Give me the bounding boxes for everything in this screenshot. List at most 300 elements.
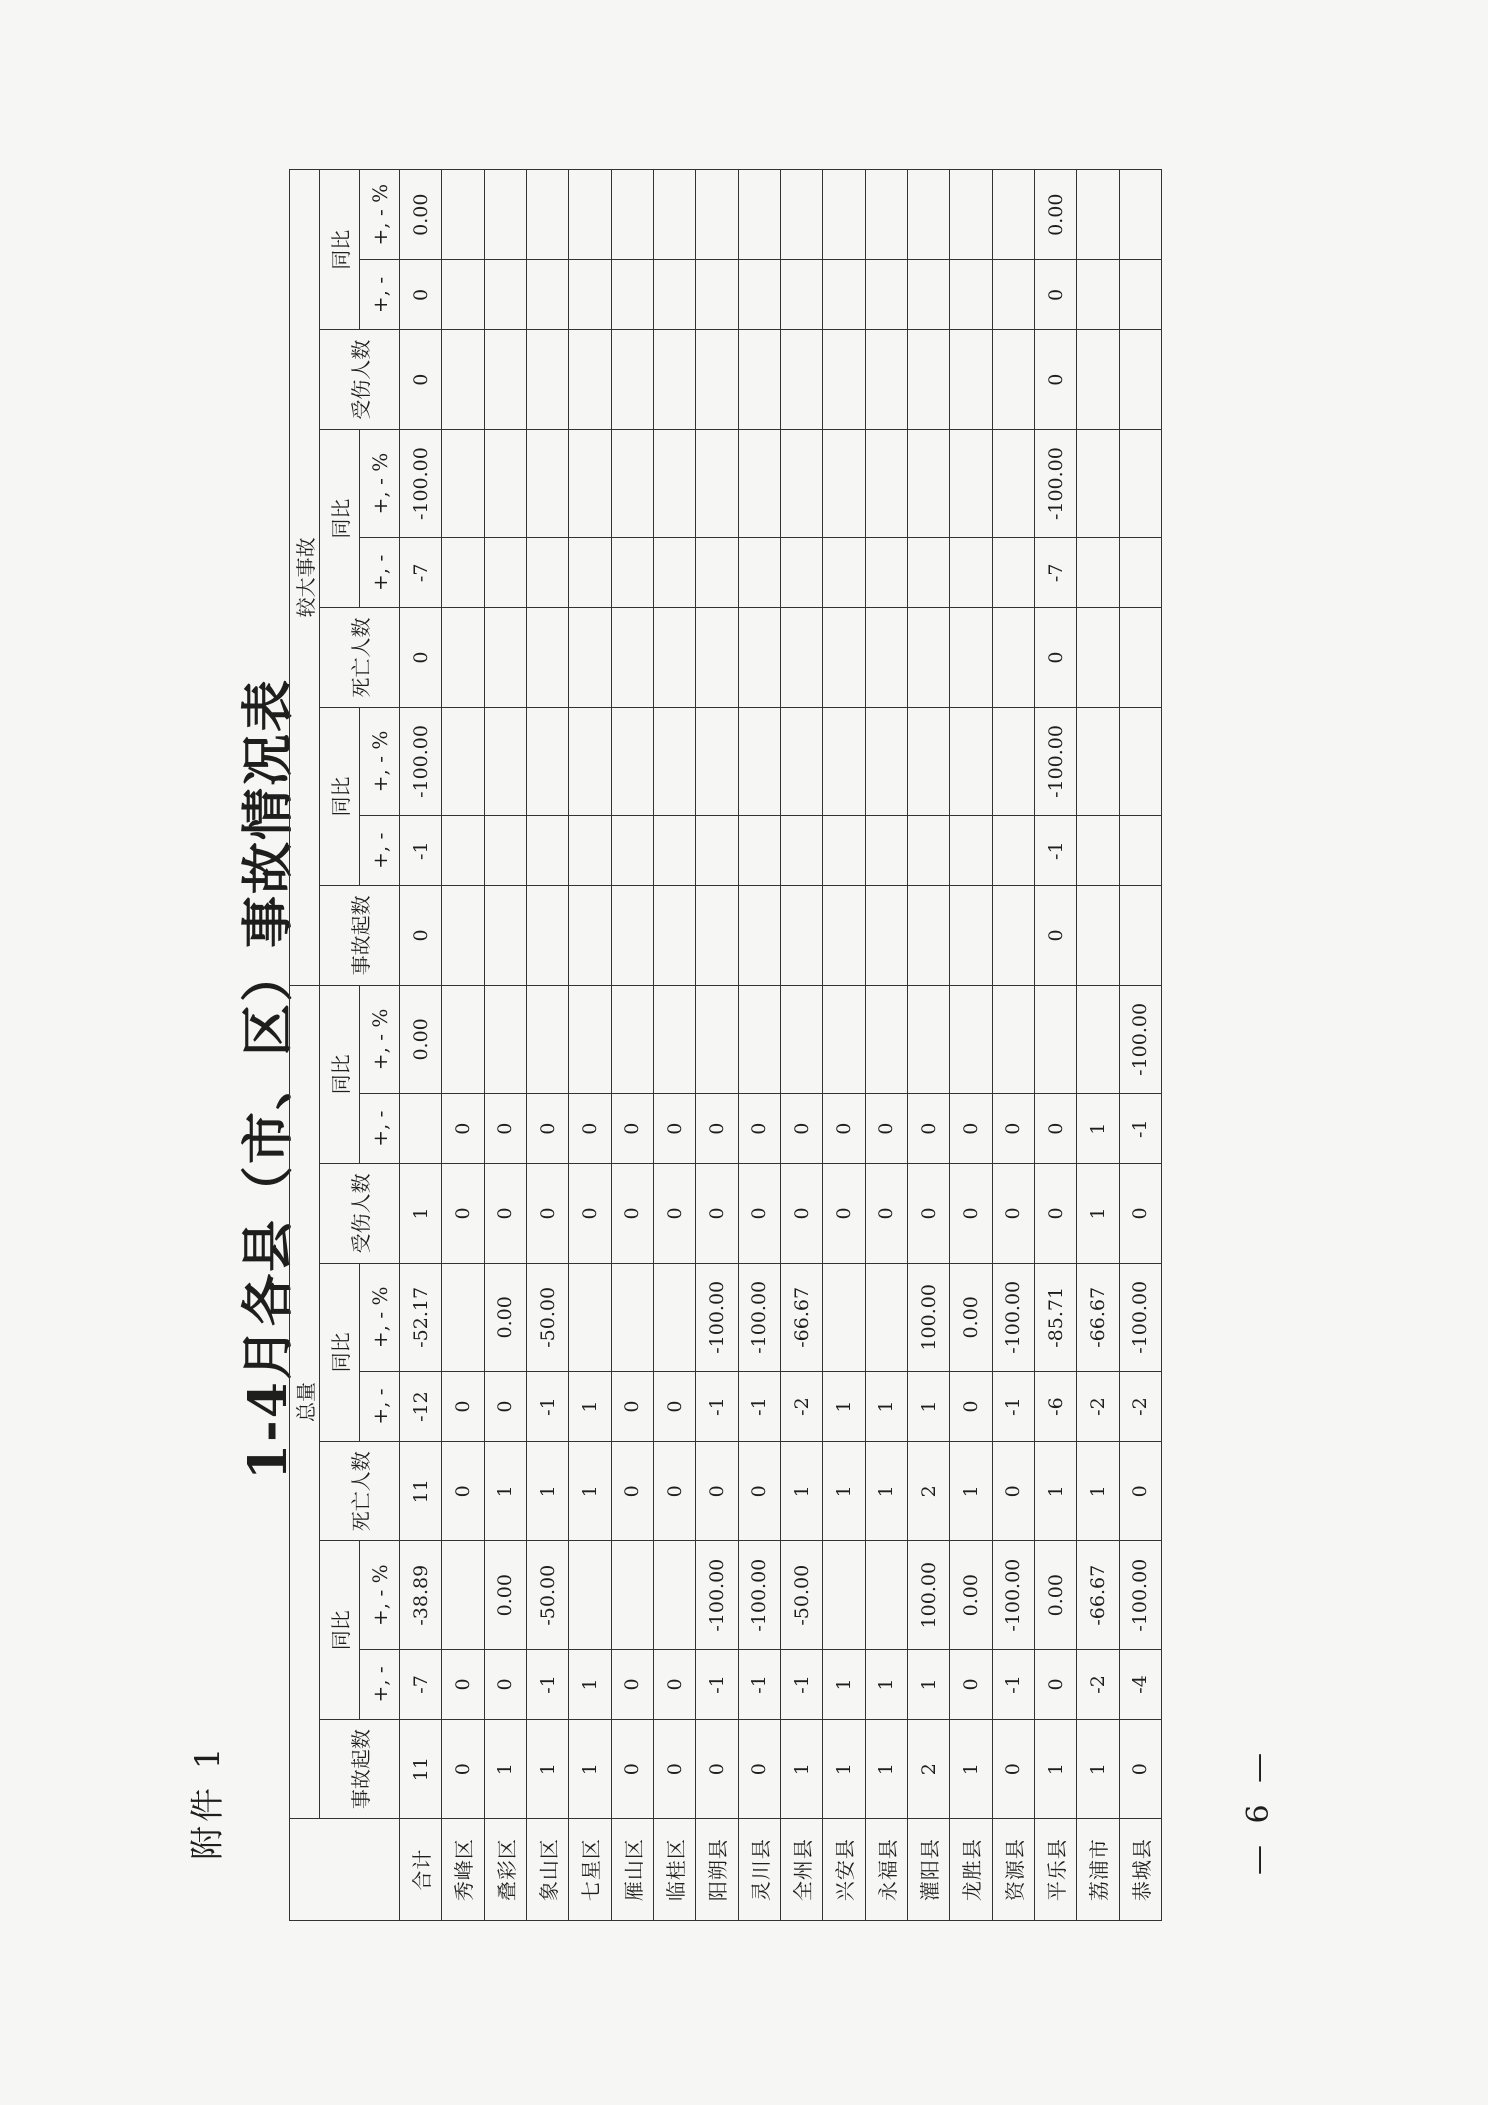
region-name: 灌阳县 [907, 1819, 949, 1921]
total-cell: -1 [992, 1372, 1034, 1442]
major-cell [738, 816, 780, 886]
total-cell: -100.00 [992, 1263, 1034, 1371]
major-cell: -7 [1034, 538, 1076, 608]
major-cell [484, 330, 526, 429]
major-cell [992, 707, 1034, 815]
total-cell [823, 1541, 865, 1649]
total-injuries-header: 受伤人数 [320, 1164, 400, 1263]
major-cell [950, 608, 992, 707]
total-cell: -38.89 [400, 1541, 442, 1649]
total-cell: 0 [696, 1164, 738, 1263]
major-cell [1077, 707, 1119, 815]
major-accidents-header: 事故起数 [320, 886, 400, 985]
major-cell [611, 330, 653, 429]
total-cell [653, 1263, 695, 1371]
major-cell [442, 707, 484, 815]
major-cell [653, 538, 695, 608]
major-cell [738, 429, 780, 537]
table-row [526, 170, 568, 1921]
major-cell [442, 538, 484, 608]
total-cell: 0 [950, 1649, 992, 1719]
major-cell [823, 816, 865, 886]
total-injuries-yoy-header: 同比 [320, 985, 360, 1164]
major-cell [442, 608, 484, 707]
major-cell [823, 608, 865, 707]
major-cell: -7 [400, 538, 442, 608]
total-cell: -1 [738, 1372, 780, 1442]
total-cell: -1 [780, 1649, 822, 1719]
major-cell [1119, 260, 1161, 330]
table-row [611, 170, 653, 1921]
total-cell: -1 [526, 1649, 568, 1719]
total-cell: 0.00 [950, 1263, 992, 1371]
total-cell [611, 985, 653, 1094]
total-cell: 100.00 [907, 1263, 949, 1371]
major-cell [780, 170, 822, 260]
total-cell [569, 1263, 611, 1371]
corner-cell [290, 1819, 400, 1921]
major-cell [907, 538, 949, 608]
total-cell: 0 [1034, 1649, 1076, 1719]
total-cell: 1 [865, 1649, 907, 1719]
major-cell: 0.00 [1034, 170, 1076, 260]
major-cell [865, 816, 907, 886]
major-cell [696, 816, 738, 886]
region-name: 七星区 [569, 1819, 611, 1921]
major-cell [484, 707, 526, 815]
major-cell: 0.00 [400, 170, 442, 260]
total-cell: 0 [823, 1164, 865, 1263]
total-cell: -2 [1077, 1649, 1119, 1719]
total-cell: 0 [823, 1094, 865, 1164]
total-cell: 0 [653, 1719, 695, 1818]
total-cell: -100.00 [738, 1263, 780, 1371]
region-name: 荔浦市 [1077, 1819, 1119, 1921]
total-cell [865, 985, 907, 1094]
major-cell [484, 429, 526, 537]
total-cell: 0 [653, 1094, 695, 1164]
major-cell [865, 886, 907, 985]
major-cell [992, 816, 1034, 886]
total-cell: 0 [950, 1164, 992, 1263]
major-cell [611, 816, 653, 886]
major-cell: 0 [1034, 260, 1076, 330]
major-cell [865, 429, 907, 537]
total-cell: 0 [611, 1649, 653, 1719]
total-cell: 100.00 [907, 1541, 949, 1649]
total-cell: 0 [992, 1719, 1034, 1818]
total-cell: 1 [1034, 1719, 1076, 1818]
major-cell [823, 538, 865, 608]
major-cell [526, 170, 568, 260]
major-cell [696, 886, 738, 985]
major-cell [780, 608, 822, 707]
total-cell: 0 [992, 1094, 1034, 1164]
major-cell: -100.00 [1034, 707, 1076, 815]
total-cell: 1 [865, 1442, 907, 1541]
major-cell [865, 170, 907, 260]
major-cell: 0 [1034, 886, 1076, 985]
region-name: 秀峰区 [442, 1819, 484, 1921]
total-cell: -6 [1034, 1372, 1076, 1442]
major-cell [569, 330, 611, 429]
group-major-header: 较大事故 [290, 170, 320, 986]
major-cell [442, 886, 484, 985]
total-cell: 0 [442, 1649, 484, 1719]
major-cell [569, 429, 611, 537]
total-cell: 0 [611, 1719, 653, 1818]
total-cell: -4 [1119, 1649, 1161, 1719]
major-cell [738, 608, 780, 707]
total-cell: -100.00 [696, 1541, 738, 1649]
diff-header: +, - [360, 260, 400, 330]
major-cell [907, 429, 949, 537]
region-name: 永福县 [865, 1819, 907, 1921]
total-cell [653, 1541, 695, 1649]
total-cell [442, 1541, 484, 1649]
major-cell [992, 260, 1034, 330]
total-cell [611, 1263, 653, 1371]
total-cell: 1 [569, 1719, 611, 1818]
total-cell: 0 [1034, 1094, 1076, 1164]
total-cell [569, 1541, 611, 1649]
total-cell [823, 1263, 865, 1371]
total-cell: 1 [569, 1649, 611, 1719]
major-cell [780, 886, 822, 985]
major-cell [1119, 707, 1161, 815]
major-cell [653, 886, 695, 985]
major-cell [484, 260, 526, 330]
major-cell [1119, 429, 1161, 537]
total-cell: 0 [442, 1164, 484, 1263]
major-cell [696, 538, 738, 608]
total-cell: 1 [780, 1442, 822, 1541]
major-cell [1077, 429, 1119, 537]
major-cell [738, 886, 780, 985]
major-cell [1077, 538, 1119, 608]
major-cell [780, 816, 822, 886]
total-cell: 0 [950, 1094, 992, 1164]
major-cell [1119, 608, 1161, 707]
major-cell [1119, 816, 1161, 886]
total-cell: 0 [484, 1094, 526, 1164]
major-cell [780, 330, 822, 429]
total-cell: 0 [611, 1372, 653, 1442]
total-cell: 0.00 [400, 985, 442, 1094]
major-cell [442, 330, 484, 429]
major-cell [738, 330, 780, 429]
total-cell: 0 [738, 1442, 780, 1541]
total-cell: -50.00 [526, 1263, 568, 1371]
major-cell [526, 816, 568, 886]
total-cell: 0 [992, 1442, 1034, 1541]
pct-header: +, - % [360, 1263, 400, 1371]
major-deaths-header: 死亡人数 [320, 608, 400, 707]
total-accidents-header: 事故起数 [320, 1719, 400, 1818]
major-cell [653, 330, 695, 429]
major-cell [992, 170, 1034, 260]
major-cell [865, 260, 907, 330]
total-cell: 0 [484, 1649, 526, 1719]
table-row [865, 170, 907, 1921]
total-cell: -100.00 [696, 1263, 738, 1371]
total-cell [442, 1263, 484, 1371]
major-cell [569, 170, 611, 260]
major-cell [907, 170, 949, 260]
table-body [400, 170, 1162, 1921]
table-row [1034, 170, 1076, 1921]
total-cell: 0 [696, 1719, 738, 1818]
major-cell [780, 707, 822, 815]
total-cell: 1 [865, 1719, 907, 1818]
total-cell: 0 [1034, 1164, 1076, 1263]
total-deaths-yoy-header: 同比 [320, 1263, 360, 1441]
total-cell: 0 [992, 1164, 1034, 1263]
major-cell [780, 429, 822, 537]
major-cell [907, 608, 949, 707]
total-cell: 1 [400, 1164, 442, 1263]
major-cell [696, 260, 738, 330]
major-cell [611, 260, 653, 330]
major-injuries-yoy-header: 同比 [320, 170, 360, 330]
major-cell: -100.00 [1034, 429, 1076, 537]
total-cell: 1 [1077, 1719, 1119, 1818]
major-cell [526, 886, 568, 985]
pct-header: +, - % [360, 707, 400, 815]
total-cell: 1 [950, 1442, 992, 1541]
total-cell: 0 [653, 1372, 695, 1442]
major-cell [823, 260, 865, 330]
total-cell: 0 [1119, 1719, 1161, 1818]
major-cell [611, 429, 653, 537]
pct-header: +, - % [360, 985, 400, 1094]
total-cell: 0 [738, 1719, 780, 1818]
major-cell [442, 260, 484, 330]
total-cell: 0 [653, 1164, 695, 1263]
major-cell [653, 170, 695, 260]
major-cell [696, 707, 738, 815]
major-cell [526, 608, 568, 707]
major-cell [907, 816, 949, 886]
total-cell: -1 [1119, 1094, 1161, 1164]
total-cell: -66.67 [1077, 1541, 1119, 1649]
total-cell: 0.00 [484, 1263, 526, 1371]
major-cell: -100.00 [400, 707, 442, 815]
major-accidents-yoy-header: 同比 [320, 707, 360, 885]
major-cell [484, 608, 526, 707]
pct-header: +, - % [360, 170, 400, 260]
table-row [950, 170, 992, 1921]
table-row [992, 170, 1034, 1921]
total-cell: -1 [992, 1649, 1034, 1719]
table-row [442, 170, 484, 1921]
major-cell [865, 330, 907, 429]
total-cell: 1 [823, 1442, 865, 1541]
total-cell: 1 [865, 1372, 907, 1442]
major-cell: -100.00 [400, 429, 442, 537]
total-cell: 0 [1119, 1442, 1161, 1541]
total-cell: 0 [569, 1164, 611, 1263]
total-cell: 11 [400, 1442, 442, 1541]
region-name: 叠彩区 [484, 1819, 526, 1921]
major-cell [1077, 170, 1119, 260]
total-cell: -1 [526, 1372, 568, 1442]
total-cell: 1 [569, 1372, 611, 1442]
region-name: 象山区 [526, 1819, 568, 1921]
major-cell [823, 170, 865, 260]
total-cell: 0 [865, 1164, 907, 1263]
major-cell [696, 608, 738, 707]
major-cell [738, 170, 780, 260]
total-cell: -1 [738, 1649, 780, 1719]
total-cell [696, 985, 738, 1094]
major-cell [696, 330, 738, 429]
total-cell: 0 [738, 1094, 780, 1164]
major-cell: 0 [1034, 608, 1076, 707]
diff-header: +, - [360, 816, 400, 886]
major-cell [611, 707, 653, 815]
total-cell: -100.00 [1119, 1541, 1161, 1649]
region-name: 雁山区 [611, 1819, 653, 1921]
major-cell [738, 260, 780, 330]
major-cell [653, 429, 695, 537]
total-cell: 0 [950, 1372, 992, 1442]
major-cell [653, 707, 695, 815]
total-cell: 1 [526, 1719, 568, 1818]
region-name: 兴安县 [823, 1819, 865, 1921]
total-cell: 1 [950, 1719, 992, 1818]
total-cell: 0 [442, 1094, 484, 1164]
total-cell [611, 1541, 653, 1649]
total-cell: 0 [484, 1372, 526, 1442]
total-cell: 1 [823, 1719, 865, 1818]
table-row [907, 170, 949, 1921]
major-cell [569, 707, 611, 815]
major-cell [1119, 170, 1161, 260]
total-cell: 0 [484, 1164, 526, 1263]
major-deaths-yoy-header: 同比 [320, 429, 360, 607]
major-cell: -1 [400, 816, 442, 886]
major-cell [950, 538, 992, 608]
total-deaths-header: 死亡人数 [320, 1442, 400, 1541]
total-cell: 1 [823, 1649, 865, 1719]
major-cell [907, 260, 949, 330]
major-cell [696, 429, 738, 537]
total-cell: 0 [653, 1649, 695, 1719]
total-cell: -2 [1119, 1372, 1161, 1442]
page-title: 1-4月各县（市、区）事故情况表 [238, 678, 299, 1480]
total-cell: 1 [569, 1442, 611, 1541]
pct-header: +, - % [360, 429, 400, 537]
table-row [780, 170, 822, 1921]
total-cell [1034, 985, 1076, 1094]
total-cell: -66.67 [1077, 1263, 1119, 1371]
major-cell [1077, 260, 1119, 330]
major-cell [526, 707, 568, 815]
major-cell [611, 886, 653, 985]
major-cell [442, 429, 484, 537]
accident-table [289, 169, 1162, 1921]
total-cell: 0 [611, 1442, 653, 1541]
major-cell [653, 816, 695, 886]
total-cell [484, 985, 526, 1094]
total-cell: -50.00 [780, 1541, 822, 1649]
total-cell: 0 [526, 1164, 568, 1263]
total-cell: -1 [696, 1372, 738, 1442]
total-cell: 0 [526, 1094, 568, 1164]
major-cell [484, 886, 526, 985]
total-cell: 0.00 [1034, 1541, 1076, 1649]
total-cell: 0 [696, 1094, 738, 1164]
major-cell [569, 260, 611, 330]
total-cell: -66.67 [780, 1263, 822, 1371]
diff-header: +, - [360, 538, 400, 608]
total-cell: 0 [865, 1094, 907, 1164]
attachment-label: 附件 1 [188, 1743, 228, 1860]
total-cell: 0.00 [484, 1541, 526, 1649]
major-cell: 0 [400, 886, 442, 985]
total-cell: 11 [400, 1719, 442, 1818]
total-cell [526, 985, 568, 1094]
total-cell: -100.00 [738, 1541, 780, 1649]
major-cell [526, 429, 568, 537]
total-cell: 0 [653, 1442, 695, 1541]
total-cell: 1 [1077, 1442, 1119, 1541]
total-cell: 1 [823, 1372, 865, 1442]
table-row [484, 170, 526, 1921]
total-cell: -52.17 [400, 1263, 442, 1371]
total-cell: 0.00 [950, 1541, 992, 1649]
major-cell [442, 816, 484, 886]
major-cell [992, 429, 1034, 537]
total-cell: 0 [780, 1094, 822, 1164]
total-cell: 0 [442, 1719, 484, 1818]
major-cell [992, 886, 1034, 985]
total-cell: -2 [780, 1372, 822, 1442]
major-cell [823, 429, 865, 537]
major-cell [653, 608, 695, 707]
total-cell [653, 985, 695, 1094]
total-cell [780, 985, 822, 1094]
table-row [1077, 170, 1119, 1921]
region-name: 合计 [400, 1819, 442, 1921]
total-cell [992, 985, 1034, 1094]
major-cell [1119, 538, 1161, 608]
region-name: 平乐县 [1034, 1819, 1076, 1921]
total-cell: 1 [907, 1649, 949, 1719]
total-cell: -100.00 [1119, 1263, 1161, 1371]
major-cell [780, 538, 822, 608]
total-cell: 0 [780, 1164, 822, 1263]
total-cell: 1 [484, 1442, 526, 1541]
total-cell: 0 [907, 1164, 949, 1263]
major-cell [950, 707, 992, 815]
table-row [1119, 170, 1161, 1921]
major-cell [1119, 330, 1161, 429]
major-cell: 0 [400, 330, 442, 429]
major-cell [992, 538, 1034, 608]
major-cell [611, 608, 653, 707]
major-cell [992, 330, 1034, 429]
total-cell: 2 [907, 1719, 949, 1818]
major-injuries-header: 受伤人数 [320, 330, 400, 429]
total-cell [1077, 985, 1119, 1094]
total-cell: 0 [611, 1164, 653, 1263]
total-cell: -100.00 [1119, 985, 1161, 1094]
region-name: 恭城县 [1119, 1819, 1161, 1921]
major-cell [484, 170, 526, 260]
major-cell [526, 538, 568, 608]
